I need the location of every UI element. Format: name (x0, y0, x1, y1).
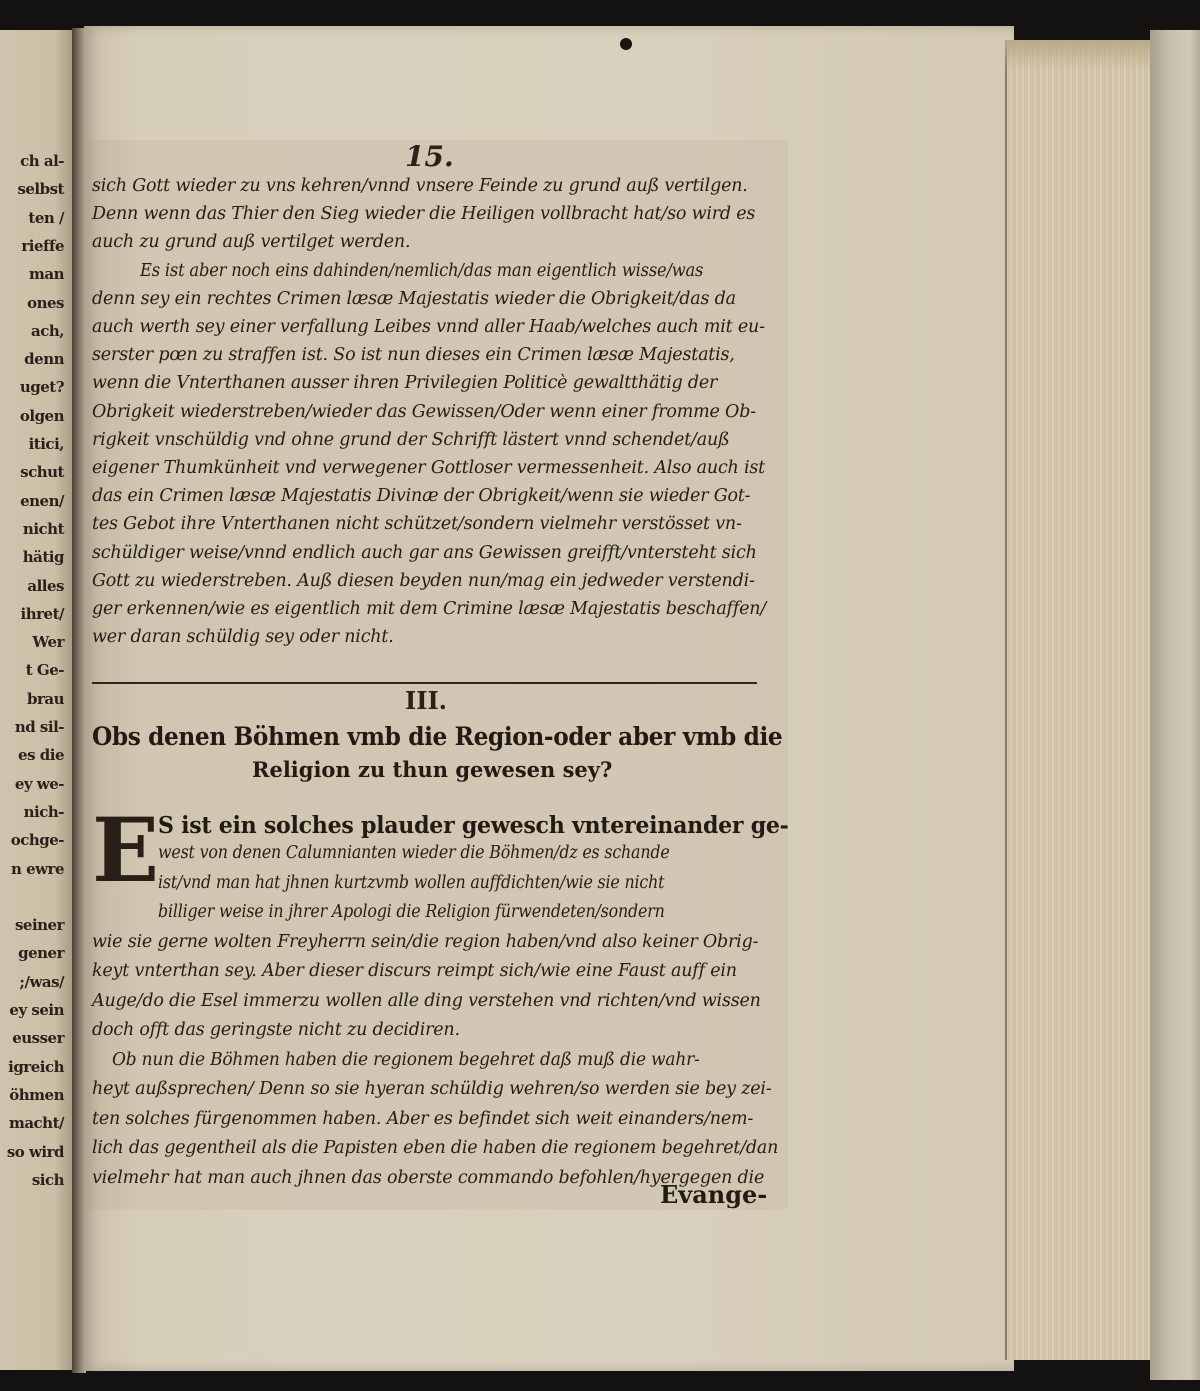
text-line: wie sie gerne wolten Freyherrn sein/die region haben/vnd also keiner Obrig- (92, 931, 759, 952)
left-page-fragment: ten / (28, 208, 64, 227)
text-line: sich Gott wieder zu vns kehren/vnnd vnsere Feinde zu grund auß vertilgen. (92, 176, 748, 196)
text-line: eigener Thumkünheit vnd verwegener Gottloser vermessenheit. Also auch ist (92, 458, 765, 478)
section-rule (92, 682, 757, 684)
text-line: heyt außsprechen/ Denn so sie hyeran schüldig wehren/so werden sie bey zei- (92, 1079, 772, 1099)
left-page-fragment: enen/ (20, 491, 64, 510)
left-page-fragment: man (29, 265, 64, 284)
left-page-fragment: macht/ (8, 1114, 64, 1133)
text-line: Ob nun die Böhmen haben die regionem begehret daß muß die wahr- (112, 1049, 700, 1070)
text-line: auch zu grund auß vertilget werden. (92, 232, 411, 253)
text-line: lich das gegentheil als die Papisten eben die haben die regionem begehret/dan (92, 1138, 779, 1158)
left-page-fragment: seiner (14, 916, 64, 935)
left-page-fragment: uget? (19, 378, 64, 397)
left-page (0, 30, 78, 1370)
page-edges-shadow (1005, 40, 1155, 70)
text-line: wenn die Vnterthanen ausser ihren Privilegien Politicè gewaltthätig der (92, 373, 718, 394)
text-line: ger erkennen/wie es eigentlich mit dem Crimine læsæ Majestatis beschaffen/ (92, 599, 767, 619)
text-line: denn sey ein rechtes Crimen læsæ Majestatis wieder die Obrigkeit/das da (92, 288, 736, 309)
left-page-fragment: t Ge- (25, 661, 64, 680)
text-line: Auge/do die Esel immerzu wollen alle ding verstehen vnd richten/vnd wissen (92, 990, 761, 1011)
text-line: billiger weise in jhrer Apologi die Religion fürwendeten/sondern (158, 902, 665, 922)
left-page-fragment: n ewre (10, 859, 64, 878)
binding-hole (620, 38, 632, 50)
text-line: ten solches fürgenommen haben. Aber es befindet sich weit einanders/nem- (92, 1108, 754, 1129)
decorated-initial: E (92, 798, 160, 902)
text-line: tes Gebot ihre Vnterthanen nicht schützet/sondern vielmehr verstösset vn- (92, 514, 742, 535)
left-page-fragment: öhmen (9, 1085, 64, 1104)
left-page-fragment: eusser (12, 1029, 64, 1048)
left-page-fragment: itici, (28, 435, 64, 453)
section-heading-line-2: Religion zu thun gewesen sey? (252, 757, 613, 782)
left-page-fragment: es die (18, 746, 64, 765)
left-page-fragment: ey we- (14, 774, 64, 793)
section-number: III. (405, 686, 448, 715)
left-page-fragment: brau (26, 689, 64, 708)
text-line: west von denen Calumnianten wieder die Böhmen/dz es schande (158, 843, 670, 863)
section-heading-line-1: Obs denen Böhmen vmb die Region-oder aber vmb die (92, 722, 783, 751)
text-line: doch offt das geringste nicht zu decidiren. (92, 1020, 460, 1040)
page-edges (1005, 40, 1157, 1360)
left-page-fragment: nicht (22, 519, 64, 538)
left-page-fragment: denn (24, 350, 64, 369)
text-line: Es ist aber noch eins dahinden/nemlich/das man eigentlich wisse/was (140, 260, 704, 281)
text-line: Obrigkeit wiederstreben/wieder das Gewissen/Oder wenn einer fromme Ob- (92, 401, 756, 422)
text-line: schüldiger weise/vnnd endlich auch gar ans Gewissen greifft/vntersteht sich (92, 542, 757, 563)
text-line: Denn wenn das Thier den Sieg wieder die Heiligen vollbracht hat/so wird es (92, 204, 756, 225)
left-page-fragment: ;/was/ (19, 972, 64, 991)
page-number: 15. (405, 140, 454, 173)
text-line: vielmehr hat man auch jhnen das oberste commando befohlen/hyergegen die (92, 1167, 765, 1188)
left-page-fragment: ones (27, 293, 64, 312)
text-line: ist/vnd man hat jhnen kurtzvmb wollen auffdichten/wie sie nicht (158, 872, 665, 893)
left-page-fragment: olgen (19, 406, 64, 425)
left-page-fragment: hätig (22, 548, 64, 567)
left-page-fragment: nd sil- (14, 718, 64, 736)
left-page-fragment: igreich (8, 1057, 64, 1076)
text-line: auch werth sey einer verfallung Leibes vnnd aller Haab/welches auch mit eu- (92, 317, 765, 337)
left-page-fragment: nich- (23, 802, 64, 821)
left-page-fragment: alles (27, 576, 64, 595)
left-page-fragment: rieffe (21, 236, 64, 255)
text-line: Gott zu wiederstreben. Auß diesen beyden nun/mag ein jedweder verstendi- (92, 570, 755, 591)
left-page-fragment: sich (31, 1170, 64, 1189)
vellum-cover (1150, 30, 1200, 1380)
text-line: keyt vnterthan sey. Aber dieser discurs reimpt sich/wie eine Faust auff ein (92, 961, 737, 981)
text-line: rigkeit vnschüldig vnd ohne grund der Schrifft lästert vnnd schendet/auß (92, 429, 730, 450)
left-page-fragment: schut (20, 463, 64, 482)
text-line: das ein Crimen læsæ Majestatis Divinæ der Obrigkeit/wenn sie wieder Got- (92, 486, 751, 507)
left-page-fragment: so wird (6, 1142, 64, 1161)
text-line: serster pœn zu straffen ist. So ist nun dieses ein Crimen læsæ Majestatis, (92, 345, 735, 366)
left-page-fragment: selbst (17, 180, 64, 199)
left-page-fragment: ochge- (10, 831, 64, 850)
first-line: S ist ein solches plauder gewesch vntereinander ge- (158, 812, 789, 839)
text-line: wer daran schüldig sey oder nicht. (92, 627, 394, 648)
left-page-fragment: ihret/ (20, 604, 64, 623)
left-page-fragment: Wer (32, 633, 64, 652)
left-page-fragment: ach, (31, 321, 64, 340)
left-page-fragment: gener (18, 944, 64, 963)
left-page-fragment: ey sein (9, 1001, 64, 1019)
left-page-fragment: ch al- (20, 152, 64, 170)
catchword: Evange- (660, 1180, 768, 1209)
